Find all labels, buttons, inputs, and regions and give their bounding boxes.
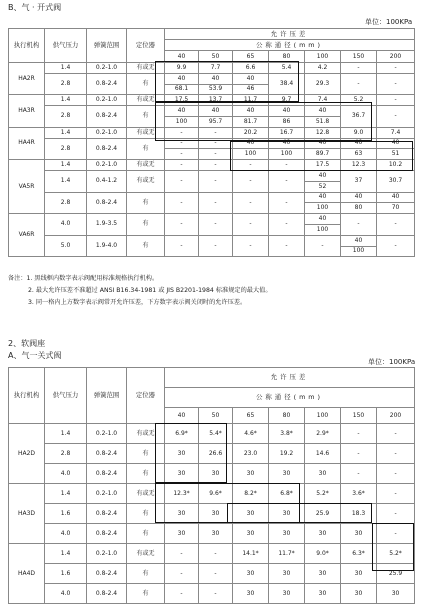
table-cell: - bbox=[165, 214, 199, 236]
table-cell: 30 bbox=[269, 584, 305, 604]
table-row bbox=[9, 524, 415, 544]
table-cell: 1.6 bbox=[45, 504, 87, 524]
header-nominal: 公称通径(mm) bbox=[165, 388, 415, 408]
table-cell: 100 bbox=[165, 116, 199, 127]
table-cell: - bbox=[199, 584, 233, 604]
table-cell: 0.8-2.4 bbox=[87, 138, 127, 160]
table-cell: 1.4 bbox=[45, 544, 87, 564]
table-cell: 46 bbox=[233, 84, 269, 95]
table-cell: - bbox=[377, 235, 415, 257]
table-cell: 30 bbox=[341, 564, 377, 584]
table-cell: - bbox=[199, 564, 233, 584]
table-cell: 30 bbox=[269, 504, 305, 524]
table-cell: 0.8-2.4 bbox=[87, 106, 127, 128]
table-cell: 30 bbox=[165, 504, 199, 524]
note-2: 2. 最大允许压差不准超过 ANSI B16.34-1981 或 JIS B2201-1984 标准规定的最大值。 bbox=[28, 287, 272, 294]
table-cell: 40 bbox=[269, 106, 305, 117]
table-cell: 5.2* bbox=[305, 484, 341, 504]
table-cell: 4.0 bbox=[45, 584, 87, 604]
table-cell: 52 bbox=[305, 181, 341, 192]
table-cell: - bbox=[165, 138, 199, 149]
table-cell: 40 bbox=[305, 138, 341, 149]
table-cell: 有 bbox=[127, 504, 165, 524]
table-cell: 14.6 bbox=[305, 444, 341, 464]
table-cell: 1.4 bbox=[45, 424, 87, 444]
table-row bbox=[9, 584, 415, 604]
table-cell: 4.6* bbox=[233, 424, 269, 444]
table-cell: - bbox=[199, 138, 233, 149]
table-cell: - bbox=[165, 544, 199, 564]
size-header: 100 bbox=[305, 408, 341, 424]
note-3: 3. 同一格内上方数字表示阀常开允许压差，下方数字表示阀关闭时的允许压差。 bbox=[28, 299, 247, 306]
table-cell: 17.5 bbox=[305, 160, 341, 171]
table-cell: - bbox=[233, 235, 269, 257]
table-cell: 1.4 bbox=[45, 160, 87, 171]
table-cell: HA2D bbox=[9, 424, 45, 484]
table-cell: 40 bbox=[377, 192, 415, 203]
table-row bbox=[9, 564, 415, 584]
table-cell: - bbox=[377, 95, 415, 106]
table-cell: 9.9 bbox=[165, 63, 199, 74]
table-cell: 25.9 bbox=[305, 504, 341, 524]
table-cell: 29.3 bbox=[305, 73, 341, 95]
table-cell: 0.2-1.0 bbox=[87, 484, 127, 504]
table-cell: - bbox=[305, 235, 341, 257]
table-cell: - bbox=[165, 160, 199, 171]
table-cell: 有 bbox=[127, 138, 165, 160]
table-cell: 100 bbox=[305, 203, 341, 214]
table-row bbox=[9, 504, 415, 524]
table-cell: HA3D bbox=[9, 484, 45, 544]
table-cell: 30 bbox=[199, 464, 233, 484]
table-cell: 40 bbox=[341, 138, 377, 149]
table-cell: - bbox=[165, 149, 199, 160]
table-row bbox=[9, 444, 415, 464]
table-cell: 1.4 bbox=[45, 63, 87, 74]
table-cell: 有或无 bbox=[127, 170, 165, 192]
table-cell: 25.9 bbox=[377, 564, 415, 584]
table-cell: - bbox=[165, 192, 199, 214]
table-cell: 0.8-2.4 bbox=[87, 564, 127, 584]
table-cell: 51.8 bbox=[305, 116, 341, 127]
table-cell: 40 bbox=[305, 192, 341, 203]
table-cell: 51 bbox=[377, 149, 415, 160]
table-cell: 4.0 bbox=[45, 464, 87, 484]
header-supply: 供气压力 bbox=[45, 368, 87, 424]
table-cell: 7.4 bbox=[377, 127, 415, 138]
table-cell: 40 bbox=[165, 73, 199, 84]
table-cell: 100 bbox=[233, 149, 269, 160]
table-cell: 有或无 bbox=[127, 424, 165, 444]
header-allowable: 允许压差 bbox=[165, 29, 415, 40]
table-cell: 80 bbox=[341, 203, 377, 214]
table-cell: 38.4 bbox=[269, 73, 305, 95]
table-cell: 有或无 bbox=[127, 95, 165, 106]
table-cell: 30 bbox=[305, 524, 341, 544]
table-cell: - bbox=[199, 544, 233, 564]
table-cell: 40 bbox=[305, 106, 341, 117]
table-cell: - bbox=[165, 170, 199, 192]
table-cell: - bbox=[269, 235, 305, 257]
table-cell: 0.8-2.4 bbox=[87, 464, 127, 484]
table-cell: - bbox=[377, 464, 415, 484]
table-cell: 10.2 bbox=[377, 160, 415, 171]
table-cell: 有 bbox=[127, 73, 165, 95]
table-cell: 0.2-1.0 bbox=[87, 424, 127, 444]
table-cell: 68.1 bbox=[165, 84, 199, 95]
table-row bbox=[9, 73, 415, 84]
table-cell: - bbox=[377, 214, 415, 236]
table-cell: 有 bbox=[127, 584, 165, 604]
table-cell: 有或无 bbox=[127, 63, 165, 74]
table-cell: 30 bbox=[199, 504, 233, 524]
table-cell: 2.8 bbox=[45, 106, 87, 128]
table-cell: - bbox=[377, 73, 415, 95]
table-cell: - bbox=[269, 170, 305, 192]
size-header: 50 bbox=[199, 408, 233, 424]
table-cell: 30 bbox=[199, 524, 233, 544]
table-cell: 5.2* bbox=[377, 544, 415, 564]
table-row bbox=[9, 484, 415, 504]
table-row bbox=[9, 95, 415, 106]
table-cell: 30 bbox=[233, 504, 269, 524]
header-supply: 供气压力 bbox=[45, 29, 87, 63]
table-row bbox=[9, 192, 415, 203]
table-cell: 6.9* bbox=[165, 424, 199, 444]
table-cell: 16.7 bbox=[269, 127, 305, 138]
table-cell: 有 bbox=[127, 444, 165, 464]
table-cell: 13.7 bbox=[199, 95, 233, 106]
table-cell: 7.4 bbox=[305, 95, 341, 106]
table-cell: - bbox=[199, 235, 233, 257]
table-cell: 70 bbox=[377, 203, 415, 214]
table-cell: 9.0* bbox=[305, 544, 341, 564]
table-cell: 5.0 bbox=[45, 235, 87, 257]
header-actuator: 执行机构 bbox=[9, 368, 45, 424]
table-cell: 20.2 bbox=[233, 127, 269, 138]
table-cell: HA3R bbox=[9, 95, 45, 127]
table-cell: 2.8 bbox=[45, 138, 87, 160]
table-cell: 30 bbox=[269, 564, 305, 584]
table-cell: - bbox=[269, 160, 305, 171]
table-cell: 有或无 bbox=[127, 484, 165, 504]
table-cell: 0.8-2.4 bbox=[87, 192, 127, 214]
table-cell: 100 bbox=[305, 224, 341, 235]
header-positioner: 定位器 bbox=[127, 29, 165, 63]
table-cell: 40 bbox=[305, 170, 341, 181]
table-cell: 100 bbox=[269, 149, 305, 160]
size-header: 40 bbox=[165, 51, 199, 63]
size-header: 150 bbox=[341, 408, 377, 424]
table-cell: 0.8-2.4 bbox=[87, 73, 127, 95]
table-cell: 89.7 bbox=[305, 149, 341, 160]
table-cell: 1.4 bbox=[45, 127, 87, 138]
table-b bbox=[8, 28, 415, 257]
table-cell: 30 bbox=[305, 564, 341, 584]
table-cell: 1.4 bbox=[45, 170, 87, 192]
table-cell: 1.4 bbox=[45, 95, 87, 106]
table-cell: 30 bbox=[165, 464, 199, 484]
table-cell: - bbox=[341, 424, 377, 444]
table-cell: - bbox=[233, 192, 269, 214]
note-1: 备注：1. 黑线框内数字表示阀配用标准规格执行机构。 bbox=[8, 275, 159, 282]
table-cell: HA2R bbox=[9, 63, 45, 95]
table-cell: 23.0 bbox=[233, 444, 269, 464]
table-cell: 30 bbox=[165, 524, 199, 544]
table-row bbox=[9, 544, 415, 564]
table-cell: - bbox=[341, 63, 377, 74]
size-header: 200 bbox=[377, 51, 415, 63]
table-cell: 1.4 bbox=[45, 484, 87, 504]
table-cell: 2.8 bbox=[45, 192, 87, 214]
table-cell: 40 bbox=[305, 214, 341, 225]
table-cell: 0.2-1.0 bbox=[87, 127, 127, 138]
table-cell: 11.7* bbox=[269, 544, 305, 564]
table-cell: 30 bbox=[305, 584, 341, 604]
table-cell: 40 bbox=[199, 106, 233, 117]
table-cell: 40 bbox=[199, 73, 233, 84]
table-cell: - bbox=[377, 504, 415, 524]
table-cell: - bbox=[377, 106, 415, 128]
table-cell: 9.6* bbox=[199, 484, 233, 504]
table-cell: 30.7 bbox=[377, 170, 415, 192]
size-header: 100 bbox=[305, 51, 341, 63]
table-row bbox=[9, 160, 415, 171]
table-cell: HA4D bbox=[9, 544, 45, 604]
table-cell: 40 bbox=[233, 106, 269, 117]
table-cell: 17.5 bbox=[165, 95, 199, 106]
table-cell: 36.7 bbox=[341, 106, 377, 128]
table-cell: - bbox=[165, 127, 199, 138]
table-cell: HA4R bbox=[9, 127, 45, 159]
table-cell: 2.9* bbox=[305, 424, 341, 444]
table-cell: 有 bbox=[127, 235, 165, 257]
table-cell: - bbox=[199, 160, 233, 171]
table-cell: - bbox=[269, 214, 305, 236]
table-cell: 40 bbox=[165, 106, 199, 117]
table-cell: 30 bbox=[305, 464, 341, 484]
table-cell: - bbox=[341, 444, 377, 464]
table-cell: VA6R bbox=[9, 214, 45, 257]
table-cell: 30 bbox=[269, 524, 305, 544]
table-cell: 2.8 bbox=[45, 444, 87, 464]
table-cell: 0.2-1.0 bbox=[87, 160, 127, 171]
table-cell: - bbox=[377, 484, 415, 504]
table-cell: 1.9-3.5 bbox=[87, 214, 127, 236]
table-cell: - bbox=[165, 564, 199, 584]
table-cell: - bbox=[341, 464, 377, 484]
table-cell: - bbox=[377, 63, 415, 74]
table-cell: 30 bbox=[269, 464, 305, 484]
table-cell: 3.6* bbox=[341, 484, 377, 504]
table-cell: 40 bbox=[341, 192, 377, 203]
table-cell: - bbox=[199, 170, 233, 192]
table-cell: 有 bbox=[127, 192, 165, 214]
table-cell: 30 bbox=[233, 524, 269, 544]
table-cell: - bbox=[233, 214, 269, 236]
table-cell: 0.2-1.0 bbox=[87, 544, 127, 564]
table-cell: 100 bbox=[341, 246, 377, 257]
section-a-heading-2: A、气一关式阀 bbox=[8, 351, 62, 360]
table-cell: 0.2-1.0 bbox=[87, 95, 127, 106]
notes bbox=[8, 273, 272, 309]
table-cell: 9.0 bbox=[341, 127, 377, 138]
table-cell: 有 bbox=[127, 564, 165, 584]
header-spring: 弹簧范围 bbox=[87, 368, 127, 424]
table-cell: 12.3 bbox=[341, 160, 377, 171]
table-cell: 37 bbox=[341, 170, 377, 192]
table-cell: 4.0 bbox=[45, 524, 87, 544]
table-cell: 0.8-2.4 bbox=[87, 584, 127, 604]
table-cell: 40 bbox=[233, 73, 269, 84]
section-a-unit: 单位：100KPa bbox=[368, 358, 416, 366]
table-cell: 30 bbox=[233, 584, 269, 604]
section-b-heading: B、气 · 开式阀 bbox=[8, 3, 62, 12]
table-cell: 8.2* bbox=[233, 484, 269, 504]
table-cell: VA5R bbox=[9, 160, 45, 214]
table-cell: 有 bbox=[127, 106, 165, 128]
table-cell: 3.8* bbox=[269, 424, 305, 444]
table-cell: 30 bbox=[341, 584, 377, 604]
table-cell: - bbox=[199, 192, 233, 214]
table-cell: - bbox=[377, 524, 415, 544]
table-cell: 40 bbox=[269, 138, 305, 149]
table-cell: 30 bbox=[233, 564, 269, 584]
size-header: 65 bbox=[233, 51, 269, 63]
table-cell: 6.3* bbox=[341, 544, 377, 564]
table-row bbox=[9, 138, 415, 149]
table-cell: 30 bbox=[377, 584, 415, 604]
table-cell: 1.6 bbox=[45, 564, 87, 584]
table-a bbox=[8, 367, 415, 604]
table-cell: 26.6 bbox=[199, 444, 233, 464]
table-cell: 30 bbox=[233, 464, 269, 484]
table-cell: 5.4 bbox=[269, 63, 305, 74]
table-row bbox=[9, 214, 415, 225]
size-header: 65 bbox=[233, 408, 269, 424]
table-cell: - bbox=[199, 214, 233, 236]
table-cell: 有 bbox=[127, 464, 165, 484]
table-row bbox=[9, 170, 415, 181]
table-cell: - bbox=[233, 170, 269, 192]
table-cell: - bbox=[377, 444, 415, 464]
section-b-unit: 单位：100KPa bbox=[365, 18, 413, 26]
section-a-heading-1: 2、软阀座 bbox=[8, 339, 46, 348]
table-cell: 0.4-1.2 bbox=[87, 170, 127, 192]
size-header: 200 bbox=[377, 408, 415, 424]
table-cell: - bbox=[341, 214, 377, 236]
table-cell: - bbox=[199, 149, 233, 160]
table-row bbox=[9, 235, 415, 246]
table-cell: 5.4* bbox=[199, 424, 233, 444]
table-cell: 有或无 bbox=[127, 544, 165, 564]
header-allowable: 允许压差 bbox=[165, 368, 415, 388]
size-header: 80 bbox=[269, 408, 305, 424]
table-cell: - bbox=[165, 584, 199, 604]
header-actuator: 执行机构 bbox=[9, 29, 45, 63]
table-cell: 40 bbox=[233, 138, 269, 149]
table-cell: 14.1* bbox=[233, 544, 269, 564]
table-row bbox=[9, 106, 415, 117]
size-header: 40 bbox=[165, 408, 199, 424]
size-header: 50 bbox=[199, 51, 233, 63]
table-cell: 0.8-2.4 bbox=[87, 444, 127, 464]
table-cell: - bbox=[341, 73, 377, 95]
table-cell: 7.7 bbox=[199, 63, 233, 74]
table-cell: 有 bbox=[127, 214, 165, 236]
table-cell: 19.2 bbox=[269, 444, 305, 464]
table-cell: 12.3* bbox=[165, 484, 199, 504]
table-row bbox=[9, 424, 415, 444]
table-cell: 6.6 bbox=[233, 63, 269, 74]
table-cell: - bbox=[377, 424, 415, 444]
size-header: 150 bbox=[341, 51, 377, 63]
table-cell: 40 bbox=[377, 138, 415, 149]
table-cell: 81.7 bbox=[233, 116, 269, 127]
table-cell: 0.8-2.4 bbox=[87, 504, 127, 524]
table-row bbox=[9, 464, 415, 484]
table-cell: 95.7 bbox=[199, 116, 233, 127]
table-cell: 6.8* bbox=[269, 484, 305, 504]
table-cell: 30 bbox=[341, 524, 377, 544]
table-cell: 1.9-4.0 bbox=[87, 235, 127, 257]
size-header: 80 bbox=[269, 51, 305, 63]
table-cell: 有或无 bbox=[127, 127, 165, 138]
table-cell: 30 bbox=[165, 444, 199, 464]
header-spring: 弹簧范围 bbox=[87, 29, 127, 63]
table-row bbox=[9, 63, 415, 74]
table-cell: - bbox=[233, 160, 269, 171]
header-positioner: 定位器 bbox=[127, 368, 165, 424]
table-cell: 11.7 bbox=[233, 95, 269, 106]
table-cell: 0.8-2.4 bbox=[87, 524, 127, 544]
table-cell: 4.0 bbox=[45, 214, 87, 236]
table-cell: 5.2 bbox=[341, 95, 377, 106]
table-cell: 86 bbox=[269, 116, 305, 127]
table-cell: 63 bbox=[341, 149, 377, 160]
table-cell: - bbox=[269, 192, 305, 214]
table-cell: - bbox=[165, 235, 199, 257]
table-cell: 0.2-1.0 bbox=[87, 63, 127, 74]
table-cell: 2.8 bbox=[45, 73, 87, 95]
table-cell: 有或无 bbox=[127, 160, 165, 171]
table-row bbox=[9, 127, 415, 138]
table-cell: 40 bbox=[341, 235, 377, 246]
table-cell: 53.9 bbox=[199, 84, 233, 95]
table-cell: 12.8 bbox=[305, 127, 341, 138]
table-cell: 有 bbox=[127, 524, 165, 544]
table-cell: 9.7 bbox=[269, 95, 305, 106]
header-nominal: 公称通径(mm) bbox=[165, 40, 415, 51]
table-cell: 18.3 bbox=[341, 504, 377, 524]
table-cell: 4.2 bbox=[305, 63, 341, 74]
table-cell: - bbox=[199, 127, 233, 138]
